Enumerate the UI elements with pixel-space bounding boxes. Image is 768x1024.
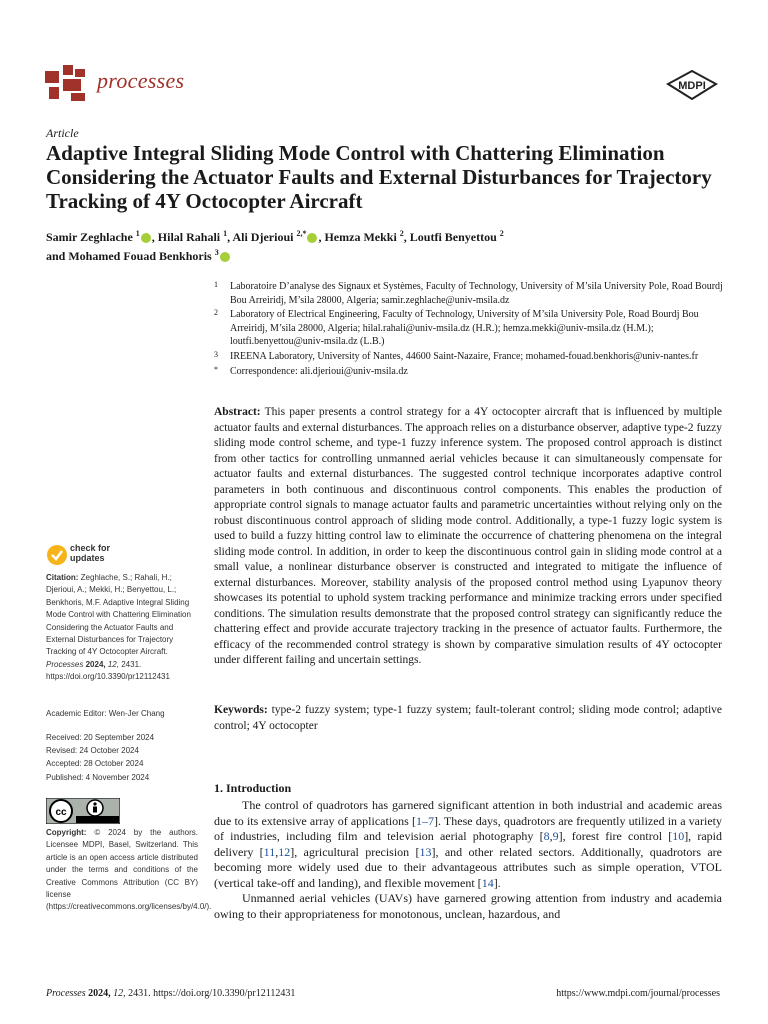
keywords bbox=[214, 703, 722, 734]
footer-year: 2024, bbox=[88, 988, 111, 999]
affiliation-item bbox=[214, 350, 724, 364]
affiliation-mark: * bbox=[214, 364, 218, 374]
author-affiliation-mark: 3 bbox=[214, 248, 219, 257]
affiliation-mark: 3 bbox=[214, 349, 218, 359]
journal-logo bbox=[45, 63, 89, 103]
affiliation-item bbox=[214, 280, 724, 307]
date-line: Published: 4 November 2024 bbox=[46, 772, 150, 782]
body-text: ], and other related sectors. Additionally, quadrotors are becoming more widely used due to their advantageous attributes such as simple operation, VTOL (vertical take-off and landing), and flexible movement [ bbox=[214, 844, 722, 890]
academic-editor: Academic Editor: Wen-Jer Chang bbox=[46, 709, 165, 718]
author-name: Samir Zeghlache bbox=[46, 230, 136, 244]
date-line: Accepted: 28 October 2024 bbox=[46, 759, 144, 769]
citation-block bbox=[46, 572, 198, 684]
body-text: ]. These days, quadrotors are frequently utilized in a variety of industries, including film and television aerial photography [ bbox=[214, 813, 722, 843]
author-name: and Mohamed Fouad Benkhoris bbox=[46, 249, 215, 263]
citation-doi[interactable]: 2431. https://doi.org/10.3390/pr12112431 bbox=[46, 659, 170, 682]
paragraph bbox=[214, 891, 722, 922]
publication-dates bbox=[46, 731, 154, 784]
author-list: Samir Zeghlache $^1$ , Hilal Rahali $^1$, Ali Djerioui $^{2,*}$ , Hemza Mekki $^2$, Loutfi Benyettou $^2$ and Mohamed Fouad Benkhoris $^3$ bbox=[46, 229, 504, 263]
paragraph bbox=[214, 798, 722, 891]
abstract-label: Abstract: bbox=[214, 406, 261, 418]
reference-link[interactable]: 12 bbox=[278, 844, 291, 859]
keywords-text: type-2 fuzzy system; type-1 fuzzy system; fault-tolerant control; sliding mode control; adaptive control; 4Y octocopter bbox=[214, 704, 722, 732]
reference-link[interactable]: 10 bbox=[672, 829, 685, 843]
footer-journal: Processes bbox=[46, 988, 86, 999]
author-name: Hemza Mekki bbox=[324, 230, 400, 244]
body-text: ], rapid delivery [ bbox=[214, 829, 723, 859]
body-text: ], agricultural precision [ bbox=[290, 844, 420, 859]
affiliations bbox=[214, 280, 724, 379]
citation-year: 2024, bbox=[85, 659, 106, 669]
body-text: , bbox=[549, 829, 553, 843]
author-name: Hilal Rahali bbox=[157, 230, 224, 244]
body-text: ], forest fire control [ bbox=[558, 829, 673, 843]
reference-link[interactable]: 14 bbox=[481, 875, 494, 890]
cc-by-license-icon[interactable] bbox=[46, 798, 120, 824]
author-affiliation-mark: 1 bbox=[223, 229, 228, 238]
affiliation-mark: 1 bbox=[214, 280, 218, 289]
date-line: Revised: 24 October 2024 bbox=[46, 746, 139, 756]
mdpi-logo bbox=[666, 70, 718, 100]
abstract bbox=[214, 405, 722, 669]
article-type: Article bbox=[46, 126, 79, 140]
reference-link[interactable]: 13 bbox=[419, 844, 432, 859]
copyright-label: Copyright: bbox=[46, 828, 87, 837]
footer-journal-url[interactable]: https://www.mdpi.com/journal/processes bbox=[556, 988, 720, 999]
date-line: Received: 20 September 2024 bbox=[46, 733, 155, 742]
affiliation-item bbox=[214, 308, 724, 349]
check-updates-label[interactable] bbox=[70, 543, 110, 563]
svg-text:MDPI: MDPI bbox=[678, 80, 706, 92]
orcid-icon[interactable] bbox=[220, 252, 230, 262]
author-affiliation-mark: 2,* bbox=[296, 229, 307, 238]
introduction-body bbox=[214, 798, 722, 922]
reference-link[interactable]: 1–7 bbox=[415, 813, 434, 828]
affiliation-text: Laboratoire D’analyse des Signaux et Systèmes, Faculty of Technology, University of M’sila University Pole, Road Bourdj Bou Arreiridj, M’sila 28000, Algeria; samir.zeghlache@univ-msila.dz bbox=[230, 281, 723, 306]
svg-text:cc: cc bbox=[55, 807, 67, 818]
author-affiliation-mark: 1 bbox=[135, 229, 140, 238]
check-updates-line1: check for bbox=[70, 543, 111, 553]
author-affiliation-mark: 2 bbox=[399, 229, 404, 238]
section-heading-introduction: 1. Introduction bbox=[214, 781, 292, 795]
affiliation-item bbox=[214, 365, 724, 379]
body-text: The control of quadrotors has garnered significant attention in both industrial and academic areas due to its extensive array of applications [ bbox=[214, 798, 722, 828]
affiliation-mark: 2 bbox=[214, 308, 218, 318]
citation-text: Zeghlache, S.; Rahali, H.; Djerioui, A.; Mekki, H.; Benyettou, L.; Benkhoris, M.F. Adaptive Integral Sliding Mode Control with Chattering Elimination Considering the Actuator Faults and External Disturbances for Trajectory Tracking of 4Y Octocopter Aircraft. bbox=[46, 573, 191, 657]
body-text: Unmanned aerial vehicles (UAVs) have garnered growing attention from industry and academia owing to their appropriateness for monotonous, unclean, hazardous, and bbox=[214, 891, 722, 921]
footer-citation bbox=[46, 988, 295, 999]
author-name: Loutfi Benyettou bbox=[409, 230, 500, 244]
check-updates-line2: updates bbox=[70, 553, 105, 563]
copyright-notice bbox=[46, 827, 212, 914]
author-affiliation-mark: 2 bbox=[499, 229, 504, 238]
copyright-text: © 2024 by the authors. Licensee MDPI, Basel, Switzerland. This article is an open access article distributed under the terms and conditions of the Creative Commons Attribution (CC BY) license (https://creativecommons.org/licenses/by/4.0/). bbox=[46, 828, 212, 912]
abstract-text: This paper presents a control strategy for a 4Y octocopter aircraft that is influenced by multiple actuator faults and external disturbances. The approach relies on a disturbance observer, adaptive type-2 fuzzy sliding mode control scheme, and type-1 fuzzy inference system. The proposed control approach is distinct from other tactics for controlling unmanned aerial vehicles because it can simultaneously compensate for actuator faults and external disturbances. The suggested control technique incorporates adaptive control parameters in both continuous and discontinuous control components. This enables the production of appropriate control signals to manage actuator faults and parametric uncertainties without relying only on the robust discontinuous control approach of sliding mode control. Additionally, a type-1 fuzzy logic system is used to build a fuzzy hitting control law to eliminate the occurrence of chattering phenomena on the integral sliding mode control. In addition, in order to keep the discontinuous control gain in sliding mode control at a small value, a nonlinear disturbance observer is constructed and integrated to mitigate the influence of external disturbances. Moreover, stability analysis of the proposed control method using Lyapunov theory showcases its potential to uphold system tracking performance and minimize tracking errors under specified conditions. The simulation results demonstrate that the proposed control strategy can significantly reduce the chattering effect and provide accurate trajectory tracking in the presence of actuator faults. Furthermore, the efficacy of the recommended control strategy is shown by comparative simulation results of 4Y octocopter under different failing and uncertain settings. bbox=[214, 406, 722, 666]
reference-link[interactable]: 9 bbox=[552, 829, 559, 843]
orcid-icon[interactable] bbox=[307, 233, 317, 243]
footer-volume: 12, bbox=[113, 988, 126, 999]
citation-volume: 12, bbox=[107, 659, 119, 669]
orcid-icon[interactable] bbox=[141, 233, 151, 243]
affiliation-text: IREENA Laboratory, University of Nantes, 44600 Saint-Nazaire, France; mohamed-fouad.benkhoris@univ-nantes.fr bbox=[230, 350, 699, 362]
body-text: ]. bbox=[493, 875, 501, 890]
body-text: , bbox=[275, 844, 279, 859]
keywords-label: Keywords: bbox=[214, 704, 268, 716]
author-name: Ali Djerioui bbox=[232, 230, 297, 244]
journal-name: processes bbox=[97, 68, 185, 93]
paper-title: Adaptive Integral Sliding Mode Control with Chattering Elimination Considering the Actuator Faults and External Disturbances for Trajectory Tracking of 4Y Octocopter Aircraft bbox=[46, 141, 712, 213]
footer-doi[interactable]: 2431. https://doi.org/10.3390/pr12112431 bbox=[128, 988, 296, 999]
citation-journal: Processes bbox=[46, 659, 84, 669]
reference-link[interactable]: 11 bbox=[263, 844, 276, 859]
citation-label: Citation: bbox=[46, 573, 79, 582]
reference-link[interactable]: 8 bbox=[543, 829, 550, 843]
affiliation-text: Laboratory of Electrical Engineering, Faculty of Technology, University of M’sila University Pole, Road Bourdj Bou Arreiridj, M’sila 28000, Algeria; hilal.rahali@univ-msila.dz (H.R.); hemza.mekki@univ-msila.dz (H.M.); loutfi.benyettou@univ-msila.dz (L.B.) bbox=[230, 309, 699, 348]
affiliation-text: Correspondence: ali.djerioui@univ-msila.dz bbox=[230, 365, 408, 377]
